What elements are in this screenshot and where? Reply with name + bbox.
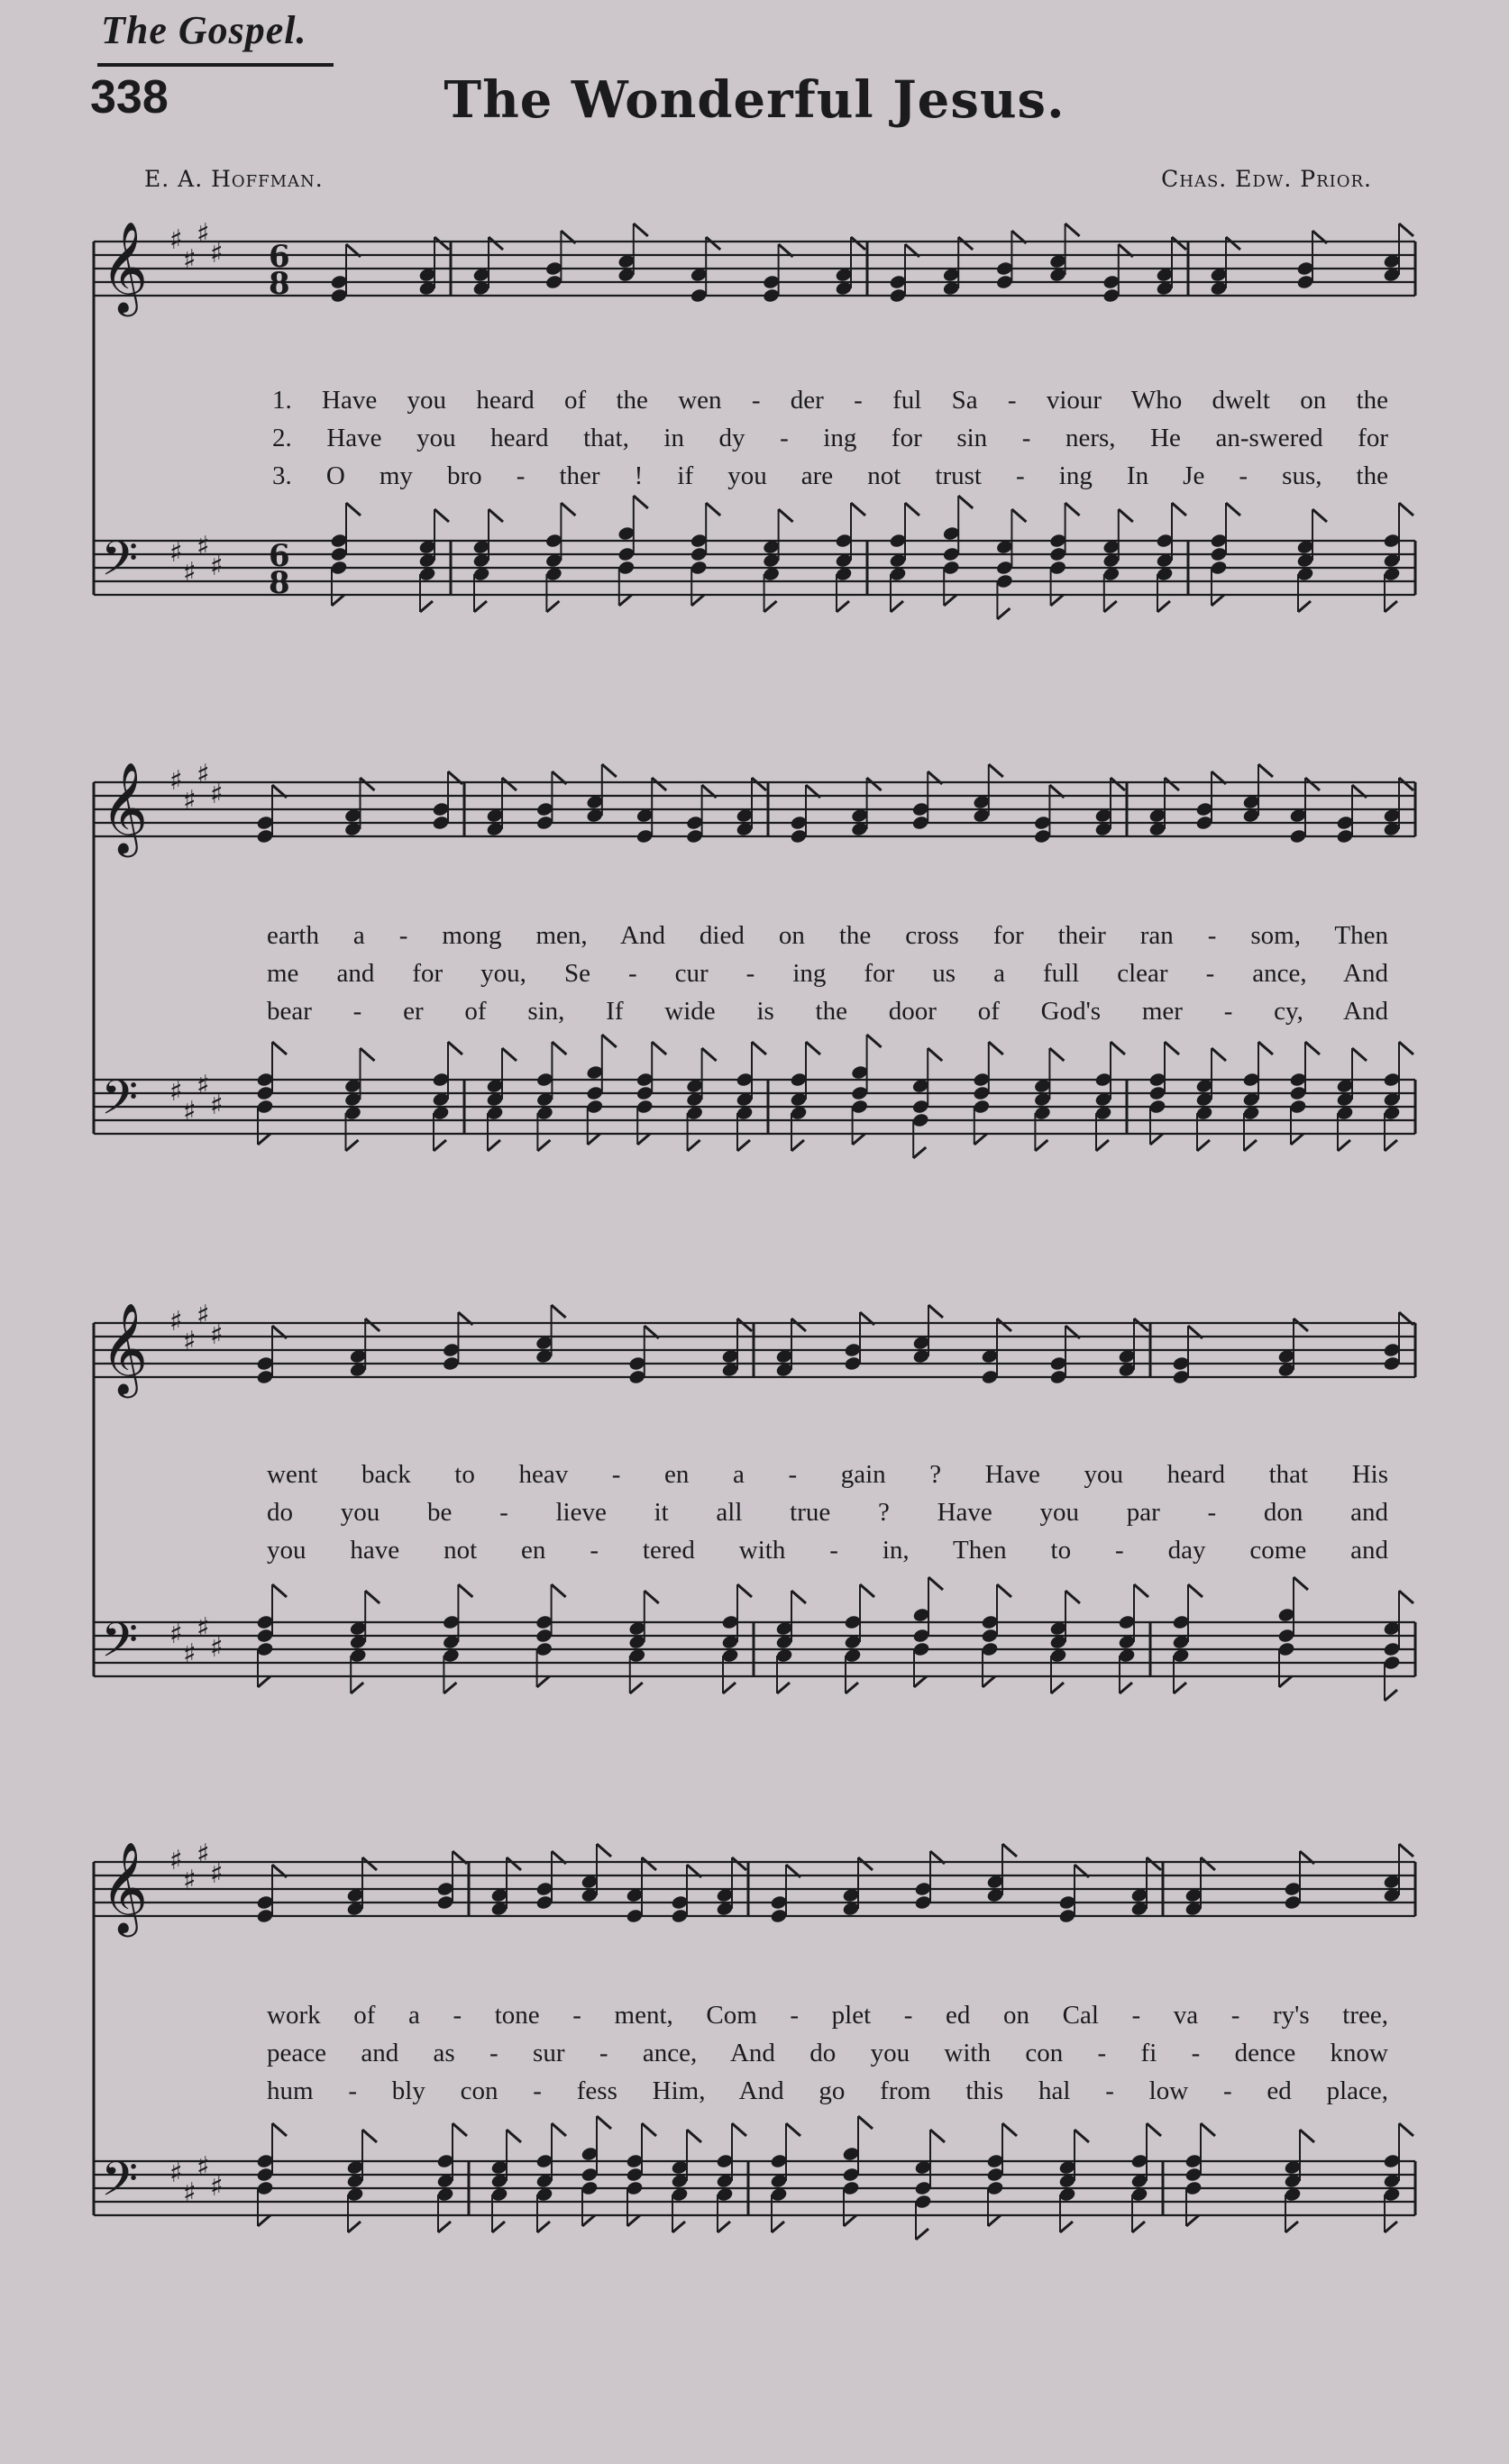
- lyric-line: work of a - tone - ment, Com - plet - ed on Cal - va - ry's tree,: [267, 2001, 1388, 2030]
- bass-clef-icon: 𝄢: [101, 2152, 139, 2219]
- lyric-line: peace and as - sur - ance, And do you with con - fi - dence know: [267, 2039, 1388, 2067]
- note-flag: [489, 237, 503, 250]
- note-flag: [1035, 1140, 1047, 1151]
- note-flag: [779, 509, 793, 522]
- note-flag: [492, 2222, 505, 2232]
- lyric-line: earth a - mong men, And died on the cross for their ran - som, Then: [267, 921, 1388, 950]
- note-flag: [752, 1042, 766, 1054]
- note-flag: [791, 1591, 806, 1603]
- note-flag: [362, 1857, 377, 1870]
- note-flag: [958, 496, 973, 508]
- note-flag: [691, 595, 704, 606]
- note-flag: [597, 1844, 611, 1857]
- note-flag: [752, 778, 766, 790]
- note-flag: [652, 1042, 666, 1054]
- sharp-sign: ♯: [197, 1839, 210, 1870]
- note-flag: [582, 2215, 595, 2226]
- section-label: The Gospel.: [101, 8, 307, 52]
- sharp-sign: ♯: [210, 779, 224, 810]
- note-flag: [1150, 1134, 1163, 1145]
- note-flag: [619, 595, 632, 606]
- note-flag: [258, 1134, 270, 1145]
- note-flag: [537, 1140, 550, 1151]
- note-flag: [1298, 601, 1311, 612]
- note-flag: [1172, 503, 1186, 516]
- note-flag: [1002, 1844, 1017, 1857]
- note-flag: [434, 509, 449, 522]
- treble-clef-icon: 𝄞: [101, 761, 149, 853]
- note-flag: [905, 503, 919, 516]
- note-flag: [474, 601, 487, 612]
- note-flag: [1285, 2222, 1298, 2232]
- note-flag: [718, 2222, 730, 2232]
- sharp-sign: ♯: [183, 2177, 197, 2209]
- note-flag: [1226, 237, 1240, 250]
- lyric-line: me and for you, Se - cur - ing for us a full clear - ance, And: [267, 959, 1388, 988]
- note-flag: [552, 2123, 566, 2136]
- sharp-sign: ♯: [183, 1638, 197, 1670]
- note-flag: [851, 503, 865, 516]
- sharp-sign: ♯: [183, 1096, 197, 1127]
- note-flag: [448, 1042, 462, 1054]
- note-flag: [928, 1577, 943, 1590]
- sharp-sign: ♯: [169, 1076, 183, 1108]
- note-flag: [1212, 1048, 1226, 1061]
- note-flag: [489, 509, 503, 522]
- note-flag: [1188, 1584, 1203, 1597]
- note-flag: [272, 1584, 287, 1597]
- sharp-sign: ♯: [197, 1070, 210, 1101]
- note-flag: [453, 2123, 467, 2136]
- note-flag: [983, 1676, 995, 1687]
- note-flag: [989, 764, 1003, 777]
- note-flag: [1212, 595, 1224, 606]
- note-flag: [997, 1319, 1011, 1331]
- note-flag: [537, 2222, 550, 2232]
- note-flag: [272, 1042, 287, 1054]
- note-flag: [853, 1134, 865, 1145]
- note-flag: [777, 1683, 790, 1693]
- sharp-sign: ♯: [210, 2171, 224, 2203]
- sharp-sign: ♯: [197, 1612, 210, 1644]
- note-flag: [1075, 2130, 1089, 2142]
- bass-clef-icon: 𝄢: [101, 1071, 139, 1137]
- lyric-line: 3. O my bro - ther ! if you are not trust - ing In Je - sus, the: [272, 461, 1388, 490]
- note-flag: [361, 778, 375, 790]
- note-flag: [642, 2123, 656, 2136]
- note-flag: [928, 1048, 942, 1061]
- lyric-line: you have not en - tered with - in, Then to - day come and: [267, 1536, 1388, 1565]
- sharp-sign: ♯: [169, 224, 183, 256]
- hymn-title: The Wonderful Jesus.: [444, 70, 1065, 130]
- bass-clef-icon: 𝄢: [101, 532, 139, 598]
- note-flag: [1258, 764, 1273, 777]
- note-flag: [732, 2123, 746, 2136]
- note-flag: [420, 601, 433, 612]
- note-flag: [914, 1676, 927, 1687]
- note-flag: [1399, 224, 1413, 236]
- note-flag: [858, 2116, 873, 2129]
- note-flag: [706, 237, 720, 250]
- note-flag: [588, 1134, 600, 1145]
- note-flag: [1294, 1577, 1308, 1590]
- time-signature-top: 6: [269, 239, 290, 275]
- note-flag: [913, 1147, 926, 1158]
- sharp-sign: ♯: [197, 1300, 210, 1331]
- note-flag: [1385, 1140, 1397, 1151]
- note-flag: [502, 1048, 517, 1061]
- note-flag: [634, 224, 648, 236]
- note-flag: [645, 1591, 659, 1603]
- note-flag: [1186, 2215, 1199, 2226]
- note-flag: [434, 237, 449, 250]
- note-flag: [507, 2130, 521, 2142]
- sharp-sign: ♯: [169, 2158, 183, 2189]
- note-flag: [1338, 1140, 1350, 1151]
- note-flag: [1385, 601, 1397, 612]
- note-flag: [1399, 1844, 1413, 1857]
- note-flag: [867, 778, 882, 790]
- note-flag: [1002, 2123, 1017, 2136]
- note-flag: [723, 1683, 736, 1693]
- note-flag: [552, 1042, 566, 1054]
- treble-clef-icon: 𝄞: [101, 220, 149, 313]
- sharp-sign: ♯: [197, 531, 210, 562]
- note-flag: [634, 496, 648, 508]
- note-flag: [786, 2123, 800, 2136]
- note-flag: [916, 2229, 928, 2240]
- note-flag: [434, 1140, 446, 1151]
- note-flag: [1134, 1584, 1148, 1597]
- note-flag: [1120, 1683, 1132, 1693]
- sharp-sign: ♯: [183, 785, 197, 817]
- note-flag: [737, 1319, 752, 1331]
- sharp-sign: ♯: [169, 1619, 183, 1650]
- note-flag: [687, 2130, 701, 2142]
- note-flag: [860, 1584, 874, 1597]
- note-flag: [362, 2130, 377, 2142]
- sharp-sign: ♯: [197, 759, 210, 790]
- note-flag: [988, 2215, 1001, 2226]
- note-flag: [706, 503, 720, 516]
- note-flag: [258, 1676, 270, 1687]
- note-flag: [791, 1319, 806, 1331]
- sharp-sign: ♯: [210, 238, 224, 269]
- note-flag: [552, 1584, 566, 1597]
- note-flag: [1104, 601, 1117, 612]
- note-flag: [672, 2222, 685, 2232]
- note-flag: [642, 1857, 656, 1870]
- note-flag: [507, 1857, 521, 1870]
- note-flag: [346, 503, 361, 516]
- note-flag: [627, 2215, 640, 2226]
- treble-clef-icon: 𝄞: [101, 1301, 149, 1394]
- note-flag: [1385, 1690, 1397, 1701]
- note-flag: [837, 601, 849, 612]
- note-flag: [1399, 1591, 1413, 1603]
- note-flag: [546, 601, 559, 612]
- note-flag: [272, 2123, 287, 2136]
- note-flag: [997, 608, 1010, 619]
- note-flag: [637, 1134, 650, 1145]
- note-flag: [444, 1683, 456, 1693]
- note-flag: [1244, 1140, 1257, 1151]
- note-flag: [944, 595, 956, 606]
- note-flag: [1300, 2130, 1314, 2142]
- note-flag: [502, 778, 517, 790]
- note-flag: [1051, 595, 1064, 606]
- note-flag: [846, 1683, 858, 1693]
- lyric-line: 2. Have you heard that, in dy - ing for sin - ners, He an-swered for: [272, 424, 1388, 452]
- note-flag: [602, 764, 617, 777]
- note-flag: [597, 2116, 611, 2129]
- note-flag: [1258, 1042, 1273, 1054]
- note-flag: [1165, 778, 1179, 790]
- note-flag: [348, 2222, 361, 2232]
- note-flag: [561, 503, 575, 516]
- note-flag: [1011, 509, 1026, 522]
- composer-credit: Chas. Edw. Prior.: [1161, 166, 1372, 192]
- note-flag: [1172, 237, 1186, 250]
- note-flag: [851, 237, 865, 250]
- note-flag: [1065, 224, 1080, 236]
- sharp-sign: ♯: [169, 537, 183, 569]
- sharp-sign: ♯: [197, 2151, 210, 2183]
- note-flag: [1399, 503, 1413, 516]
- lyricist-credit: E. A. Hoffman.: [144, 166, 324, 192]
- time-signature-bottom: 8: [269, 266, 290, 302]
- note-flag: [1312, 509, 1327, 522]
- note-flag: [258, 2215, 270, 2226]
- note-flag: [1352, 1048, 1367, 1061]
- note-flag: [928, 1305, 943, 1318]
- sharp-sign: ♯: [197, 218, 210, 250]
- note-flag: [688, 1140, 700, 1151]
- note-flag: [1051, 1683, 1064, 1693]
- sharp-sign: ♯: [169, 1845, 183, 1876]
- time-signature-top: 6: [269, 538, 290, 574]
- note-flag: [1226, 503, 1240, 516]
- sharp-sign: ♯: [169, 1306, 183, 1337]
- lyric-line: do you be - lieve it all true ? Have you par - don and: [267, 1498, 1388, 1527]
- note-flag: [1060, 2222, 1073, 2232]
- note-flag: [791, 1140, 804, 1151]
- note-flag: [772, 2222, 784, 2232]
- note-flag: [1399, 2123, 1413, 2136]
- note-flag: [867, 1035, 882, 1047]
- sharp-sign: ♯: [183, 1865, 197, 1896]
- note-flag: [537, 1676, 550, 1687]
- note-flag: [346, 1140, 359, 1151]
- note-flag: [989, 1042, 1003, 1054]
- sharp-sign: ♯: [210, 1319, 224, 1351]
- note-flag: [737, 1584, 752, 1597]
- note-flag: [1065, 503, 1080, 516]
- note-flag: [1065, 1591, 1080, 1603]
- note-flag: [1049, 1048, 1064, 1061]
- note-flag: [630, 1683, 643, 1693]
- note-flag: [858, 1857, 873, 1870]
- note-flag: [1134, 1319, 1148, 1331]
- bass-clef-icon: 𝄢: [101, 1613, 139, 1680]
- note-flag: [1165, 1042, 1179, 1054]
- note-flag: [1157, 601, 1170, 612]
- lyric-line: 1. Have you heard of the wen - der - ful Sa - viour Who dwelt on the: [272, 386, 1388, 415]
- note-flag: [1111, 778, 1125, 790]
- note-flag: [488, 1140, 500, 1151]
- note-flag: [458, 1584, 472, 1597]
- note-flag: [702, 1048, 717, 1061]
- note-flag: [1174, 1683, 1186, 1693]
- note-flag: [351, 1683, 363, 1693]
- note-flag: [1119, 509, 1133, 522]
- time-signature-bottom: 8: [269, 565, 290, 601]
- note-flag: [361, 1048, 375, 1061]
- treble-clef-icon: 𝄞: [101, 1840, 149, 1933]
- note-flag: [806, 1042, 820, 1054]
- note-flag: [844, 2215, 856, 2226]
- note-flag: [1305, 778, 1320, 790]
- note-flag: [930, 2130, 945, 2142]
- note-flag: [1279, 1676, 1292, 1687]
- sharp-sign: ♯: [210, 1858, 224, 1890]
- note-flag: [764, 601, 777, 612]
- lyric-line: went back to heav - en a - gain ? Have you heard that His: [267, 1460, 1388, 1489]
- note-flag: [1294, 1319, 1308, 1331]
- note-flag: [1201, 2123, 1215, 2136]
- note-flag: [602, 1035, 617, 1047]
- sharp-sign: ♯: [169, 765, 183, 797]
- note-flag: [974, 1134, 987, 1145]
- note-flag: [1111, 1042, 1125, 1054]
- lyric-line: hum - bly con - fess Him, And go from this hal - low - ed place,: [267, 2076, 1388, 2105]
- note-flag: [732, 1857, 746, 1870]
- note-flag: [1132, 2222, 1145, 2232]
- note-flag: [552, 1305, 566, 1318]
- note-flag: [1147, 2123, 1161, 2136]
- sharp-sign: ♯: [183, 557, 197, 589]
- note-flag: [365, 1591, 380, 1603]
- note-flag: [1399, 778, 1413, 790]
- note-flag: [1096, 1140, 1109, 1151]
- note-flag: [1305, 1042, 1320, 1054]
- note-flag: [652, 778, 666, 790]
- note-flag: [365, 1319, 380, 1331]
- note-flag: [1291, 1134, 1303, 1145]
- lyric-line: bear - er of sin, If wide is the door of God's mer - cy, And: [267, 997, 1388, 1026]
- sharp-sign: ♯: [183, 1326, 197, 1357]
- sharp-sign: ♯: [210, 1632, 224, 1664]
- note-flag: [1399, 1042, 1413, 1054]
- note-flag: [737, 1140, 750, 1151]
- sharp-sign: ♯: [210, 1090, 224, 1121]
- note-flag: [1201, 1857, 1215, 1870]
- sharp-sign: ♯: [210, 551, 224, 582]
- note-flag: [1197, 1140, 1210, 1151]
- note-flag: [332, 595, 344, 606]
- note-flag: [997, 1584, 1011, 1597]
- note-flag: [891, 601, 903, 612]
- note-flag: [958, 237, 973, 250]
- note-flag: [1385, 2222, 1397, 2232]
- hymn-number: 338: [90, 71, 169, 123]
- sharp-sign: ♯: [183, 244, 197, 276]
- note-flag: [1147, 1857, 1161, 1870]
- note-flag: [438, 2222, 451, 2232]
